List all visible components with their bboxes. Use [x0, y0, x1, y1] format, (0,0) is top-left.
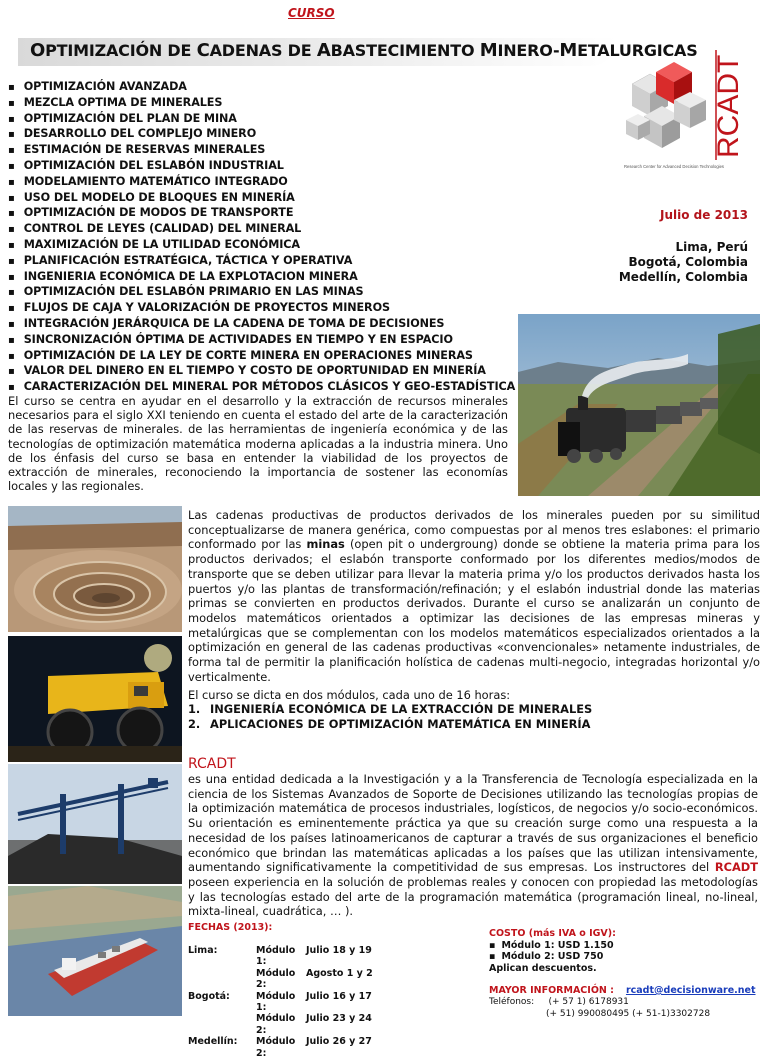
topic-item: ▪ ESTIMACIÓN DE RESERVAS MINERALES	[8, 143, 528, 159]
phones	[489, 997, 710, 1020]
city: Bogotá, Colombia	[628, 255, 748, 269]
ship-photo	[8, 886, 182, 1016]
contact-email-link[interactable]: rcadt@decisionware.net	[625, 985, 756, 996]
more-info	[489, 985, 756, 996]
topic-item: ▪ OPTIMIZACIÓN DEL ESLABÓN INDUSTRIAL	[8, 159, 528, 175]
topic-item: ▪ SINCRONIZACIÓN ÓPTIMA DE ACTIVIDADES EN TIEMPO Y EN ESPACIO	[8, 333, 528, 349]
course-tag: CURSO	[288, 6, 335, 20]
rcadt-paragraph: es una entidad dedicada a la Investigación y a la Transferencia de Tecnología especializada en la ciencia de los Sistemas Avanzados de Soporte de Decisiones utilizando las tecnologías propias de la optimización matemática de procesos industriales, logísticos, de negocios y/o socio-económicos. Su orientación es eminentemente práctica ya que su creación surge como una respuesta a la necesidad de los países latinoamericanos de capturar a través de sus organizaciones el beneficio económico que brindan las matemáticas aplicadas a los países que las utilizan intensivamente, aumentando significativamente la competitividad de sus empresas. Los instructores del RCADT poseen experiencia en la solución de problemas reales y conocen con propiedad las metodologías y las tecnologías estado del arte de la programación matemática (programación lineal, no-lineal, mixta-lineal, cuadrática, … ).	[188, 772, 758, 919]
topic-item: ▪ USO DEL MODELO DE BLOQUES EN MINERÍA	[8, 191, 528, 207]
module-item: 2. APLICACIONES DE OPTIMIZACIÓN MATEMÁTICA EN MINERÍA	[188, 716, 591, 731]
topic-item: ▪ INTEGRACIÓN JERÁRQUICA DE LA CADENA DE TOMA DE DECISIONES	[8, 317, 528, 333]
logo-subtitle: Research Center for Advanced Decision Technologies	[624, 164, 725, 169]
title-part: CADENAS DE	[196, 40, 317, 61]
topic-item: ▪ FLUJOS DE CAJA Y VALORIZACIÓN DE PROYECTOS MINEROS	[8, 301, 528, 317]
title-part: ABASTECIMIENTO	[316, 40, 480, 61]
open-pit-photo	[8, 506, 182, 632]
topic-item: ▪ VALOR DEL DINERO EN EL TIEMPO Y COSTO DE OPORTUNIDAD EN MINERÍA	[8, 364, 528, 380]
topic-item: ▪ INGENIERIA ECONÓMICA DE LA EXPLOTACION MINERA	[8, 270, 528, 286]
title-part: MINERO-	[479, 40, 560, 61]
cost-item: ▪ Módulo 1: USD 1.150	[489, 940, 614, 951]
schedule-row: Lima: Módulo 1: Julio 18 y 19	[188, 945, 372, 968]
topic-item: ▪ CONTROL DE LEYES (CALIDAD) DEL MINERAL	[8, 222, 528, 238]
supply-chain-paragraph: Las cadenas productivas de productos derivados de los minerales pueden por su similitud conceptualizarse de manera genérica, como compuestas por al menos tres eslabones: el primario conformado por las minas (open pit o undergroung) donde se obtiene la materia prima para los productos derivados; el eslabón transporte conformado por los diferentes medios/modos de transporte que se deben utilizar para llevar la materia prima y/o los productos derivados hasta los puertos y/o las plantas de transformación/refinación; y el eslabón industrial donde las materias primas se convierten en productos derivados. Durante el curso se analizarán un conjunto de modelos matemáticos orientados a optimizar las decisiones de las empresas mineras y metalúrgicas que se complementan con los modelos matemáticos especializados orientados a la optimización en general de las cadenas productivas «convencionales» netamente industriales, de forma tal de permitir la planificación holística de cadenas multi-negocio, integradas horizontal y/o verticalmente.	[188, 508, 760, 684]
topic-item: ▪ OPTIMIZACIÓN DEL ESLABÓN PRIMARIO EN LAS MINAS	[8, 285, 528, 301]
title-part: METALURGICAS	[559, 40, 698, 61]
topic-item: ▪ PLANIFICACIÓN ESTRATÉGICA, TÁCTICA Y OPERATIVA	[8, 254, 528, 270]
topic-item: ▪ DESARROLLO DEL COMPLEJO MINERO	[8, 127, 528, 143]
schedule-row: Módulo 2: Julio 23 y 24	[256, 1013, 372, 1036]
topic-item: ▪ MAXIMIZACIÓN DE LA UTILIDAD ECONÓMICA	[8, 238, 528, 254]
title-part: OPTIMIZACIÓN DE	[30, 40, 197, 61]
phones-label: Teléfonos:	[489, 997, 535, 1007]
city: Lima, Perú	[675, 240, 748, 254]
cities	[600, 240, 748, 285]
schedule-row: Módulo 2: Agosto 1 y 2	[256, 967, 373, 991]
topic-item: ▪ OPTIMIZACIÓN DE LA LEY DE CORTE MINERA EN OPERACIONES MINERAS	[8, 349, 528, 365]
more-info-label: MAYOR INFORMACIÓN :	[489, 985, 614, 996]
topic-item: ▪ MODELAMIENTO MATEMÁTICO INTEGRADO	[8, 175, 528, 191]
schedule-table	[188, 945, 373, 1059]
topic-item: ▪ OPTIMIZACIÓN DEL PLAN DE MINA	[8, 112, 528, 128]
topic-item: ▪ MEZCLA OPTIMA DE MINERALES	[8, 96, 528, 112]
modules-list	[188, 702, 592, 731]
cost-item: ▪ Módulo 2: USD 750	[489, 951, 614, 962]
topic-item: ▪ CARACTERIZACIÓN DEL MINERAL POR MÉTODOS CLÁSICOS Y GEO-ESTADÍSTICA	[8, 380, 528, 396]
topics-list	[8, 80, 528, 396]
phone-number: (+ 51) 990080495 (+ 51-1)3302728	[546, 1008, 711, 1019]
rcadt-logo	[620, 44, 744, 176]
city: Medellín, Colombia	[618, 270, 748, 284]
topic-item: ▪ OPTIMIZACIÓN DE MODOS DE TRANSPORTE	[8, 206, 528, 222]
logo-text: RCADT	[712, 54, 744, 158]
page-title	[30, 40, 698, 61]
modules-intro: El curso se dicta en dos módulos, cada uno de 16 horas:	[188, 688, 511, 702]
phone-number: (+ 57 1) 6178931	[548, 997, 629, 1007]
course-date: Julio de 2013	[660, 208, 748, 222]
cost-heading: COSTO (más IVA o IGV):	[489, 928, 616, 939]
schedule-row: Bogotá: Módulo 1: Julio 16 y 17	[188, 990, 372, 1014]
schedule-row: Medellín: Módulo 2: Julio 26 y 27	[188, 1036, 372, 1059]
module-item: 1. INGENIERÍA ECONÓMICA DE LA EXTRACCIÓN DE MINERALES	[188, 702, 593, 716]
dates-heading: FECHAS (2013):	[188, 922, 273, 933]
topic-item: ▪ OPTIMIZACIÓN AVANZADA	[8, 80, 528, 96]
train-photo	[518, 314, 760, 496]
intro-paragraph: El curso se centra en ayudar en el desarrollo y la extracción de recursos minerales necesarios para el siglo XXI teniendo en cuenta el estado del arte de la caracterización de las reservas de minerales. de las herramientas de ingeniería económica y de las tecnologías de optimización matemática moderna aplicadas a la industria minera. Uno de los énfasis del curso se basa en entender la viabilidad de los proyectos de extracción de minerales, reconociendo la importancia de sostener las economías locales y las regionales.	[8, 394, 508, 494]
cost-list	[489, 940, 614, 963]
haul-truck-photo	[8, 636, 182, 762]
discount-note: Aplican descuentos.	[489, 963, 597, 974]
rcadt-heading: RCADT	[188, 756, 236, 772]
conveyor-photo	[8, 764, 182, 884]
cube-cluster-icon	[626, 62, 706, 148]
